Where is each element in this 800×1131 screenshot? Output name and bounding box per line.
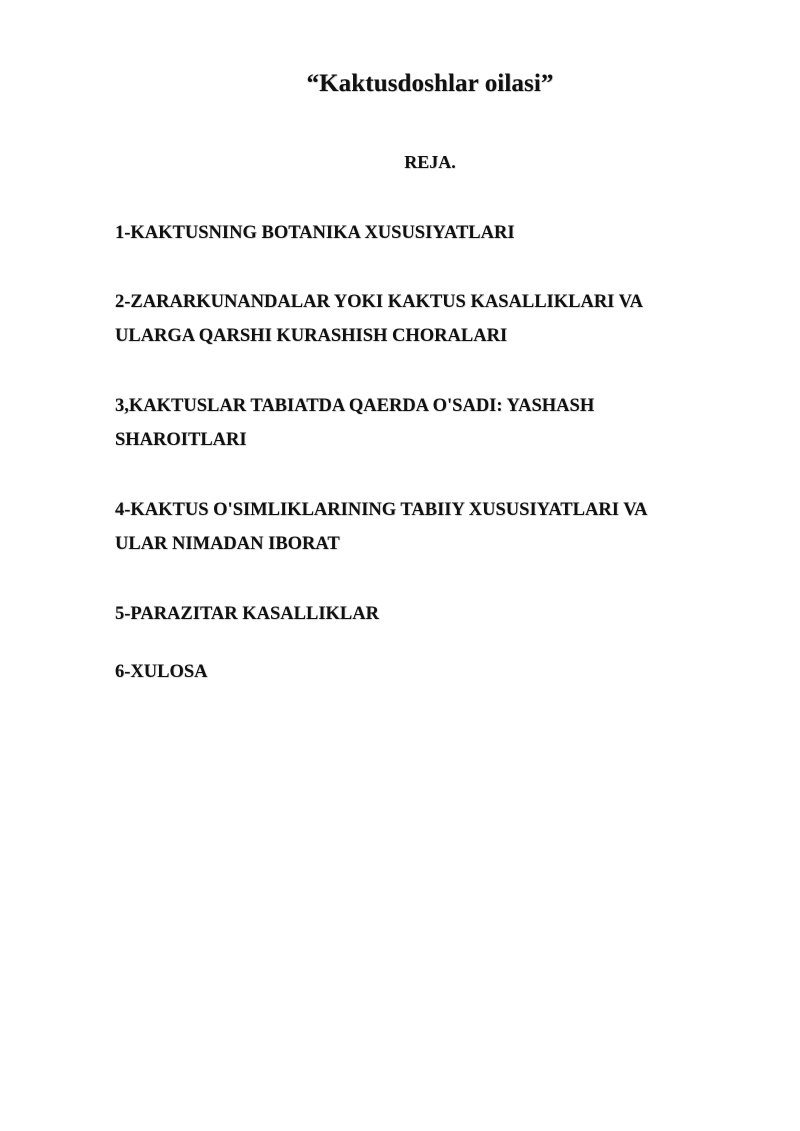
plan-item-5-line-1: 5-PARAZITAR KASALLIKLAR [115,604,379,624]
plan-item-6-line-1: 6-XULOSA [115,662,208,682]
plan-item-2-line-2: ULARGA QARSHI KURASHISH CHORALARI [115,326,508,346]
plan-item-3 [115,389,735,457]
plan-item-6 [115,655,735,689]
plan-item-4-line-2: ULAR NIMADAN IBORAT [115,534,340,554]
plan-item-4-line-1: 4-KAKTUS O'SIMLIKLARINING TABIIY XUSUSIYATLARI VA [115,500,648,520]
plan-item-3-line-1: 3,KAKTUSLAR TABIATDA QAERDA O'SADI: YASHASH [115,396,595,416]
plan-item-1-line-1: 1-KAKTUSNING BOTANIKA XUSUSIYATLARI [115,223,515,243]
plan-item-1 [115,216,735,250]
document-title: “Kaktusdoshlar oilasi” [306,70,554,97]
plan-item-5 [115,597,735,631]
plan-item-4 [115,493,735,561]
plan-item-2-line-1: 2-ZARARKUNANDALAR YOKI KAKTUS KASALLIKLARI VA [115,292,644,312]
plan-item-3-line-2: SHAROITLARI [115,430,247,450]
plan-heading: REJA. [404,152,456,172]
plan-item-2 [115,285,735,353]
